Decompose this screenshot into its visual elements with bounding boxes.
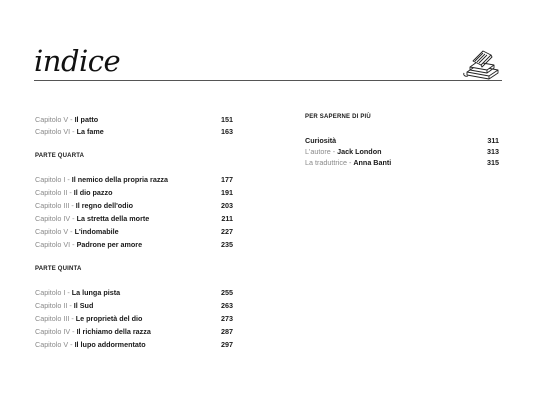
entry-kicker: Capitolo II [35,301,68,310]
toc-entry[interactable] [35,174,233,185]
entry-page: 191 [221,188,233,197]
entry-separator: - [65,288,72,297]
entry-title: La fame [76,127,104,136]
entry-page: 311 [487,136,499,145]
toc-entry[interactable] [35,114,233,125]
toc-entry[interactable] [35,300,233,311]
entry-kicker: Capitolo IV [35,327,71,336]
entry-kicker: Capitolo III [35,314,70,323]
entry-separator: - [68,115,75,124]
entry-page: 315 [487,158,499,167]
index-title: indice [34,44,121,78]
toc-entry[interactable] [305,135,499,146]
entry-title: Il dio pazzo [73,188,113,197]
entry-separator: - [69,201,76,210]
toc-entry[interactable] [35,326,233,337]
books-icon [461,46,501,80]
entry-separator: - [68,340,75,349]
entry-title: Il richiamo della razza [76,327,151,336]
entry-separator: - [70,214,77,223]
toc-entry[interactable] [35,126,233,137]
entry-kicker: Capitolo I [35,288,66,297]
entry-kicker: Capitolo V [35,115,69,124]
entry-page: 255 [221,288,233,297]
entry-kicker: Capitolo II [35,188,68,197]
entry-kicker: Capitolo I [35,175,66,184]
entry-title: Padrone per amore [76,240,143,249]
entry-separator: - [65,175,72,184]
entry-kicker: La traduttrice [305,158,347,167]
part-heading: PARTE QUINTA [35,266,82,272]
toc-entry[interactable] [35,239,233,250]
entry-page: 297 [221,340,233,349]
entry-kicker: Capitolo V [35,340,69,349]
entry-page: 211 [221,214,233,223]
toc-entry[interactable] [35,213,233,224]
entry-title: Il regno dell'odio [75,201,133,210]
entry-title: Le proprietà del dio [75,314,143,323]
entry-kicker: Capitolo V [35,227,69,236]
entry-title: Curiosità [305,136,337,145]
entry-page: 273 [221,314,233,323]
toc-entry[interactable] [35,200,233,211]
entry-page: 313 [487,147,499,156]
entry-page: 151 [221,115,233,124]
entry-separator: - [68,227,75,236]
entry-page: 263 [221,301,233,310]
toc-entry[interactable] [35,226,233,237]
entry-title: Il Sud [73,301,94,310]
entry-title: Il lupo addormentato [74,340,146,349]
toc-entry[interactable] [35,287,233,298]
toc-entry[interactable] [305,157,499,168]
toc-entry[interactable] [35,339,233,350]
entry-page: 227 [221,227,233,236]
entry-kicker: Capitolo III [35,201,70,210]
toc-entry[interactable] [305,146,499,157]
entry-kicker: Capitolo VI [35,127,71,136]
entry-separator: - [70,240,77,249]
entry-page: 163 [221,127,233,136]
entry-kicker: L'autore [305,147,331,156]
entry-separator: - [70,327,77,336]
entry-separator: - [330,147,338,156]
toc-entry[interactable] [35,313,233,324]
entry-separator: - [346,158,354,167]
entry-title: Jack London [337,147,382,156]
entry-separator: - [69,314,76,323]
entry-title: Il nemico della propria razza [71,175,169,184]
entry-page: 203 [221,201,233,210]
appendix-heading: PER SAPERNE DI PIÙ [305,114,371,120]
entry-kicker: Capitolo VI [35,240,71,249]
toc-entry[interactable] [35,187,233,198]
entry-separator: - [67,301,74,310]
entry-page: 287 [221,327,233,336]
entry-title: La lunga pista [71,288,121,297]
entry-page: 235 [221,240,233,249]
entry-separator: - [67,188,74,197]
entry-title: L'indomabile [74,227,119,236]
part-heading: PARTE QUARTA [35,153,85,159]
header-rule [34,80,502,81]
entry-kicker: Capitolo IV [35,214,71,223]
entry-separator: - [70,127,77,136]
entry-page: 177 [221,175,233,184]
entry-title: La stretta della morte [76,214,150,223]
entry-title: Il patto [74,115,99,124]
entry-title: Anna Banti [353,158,392,167]
